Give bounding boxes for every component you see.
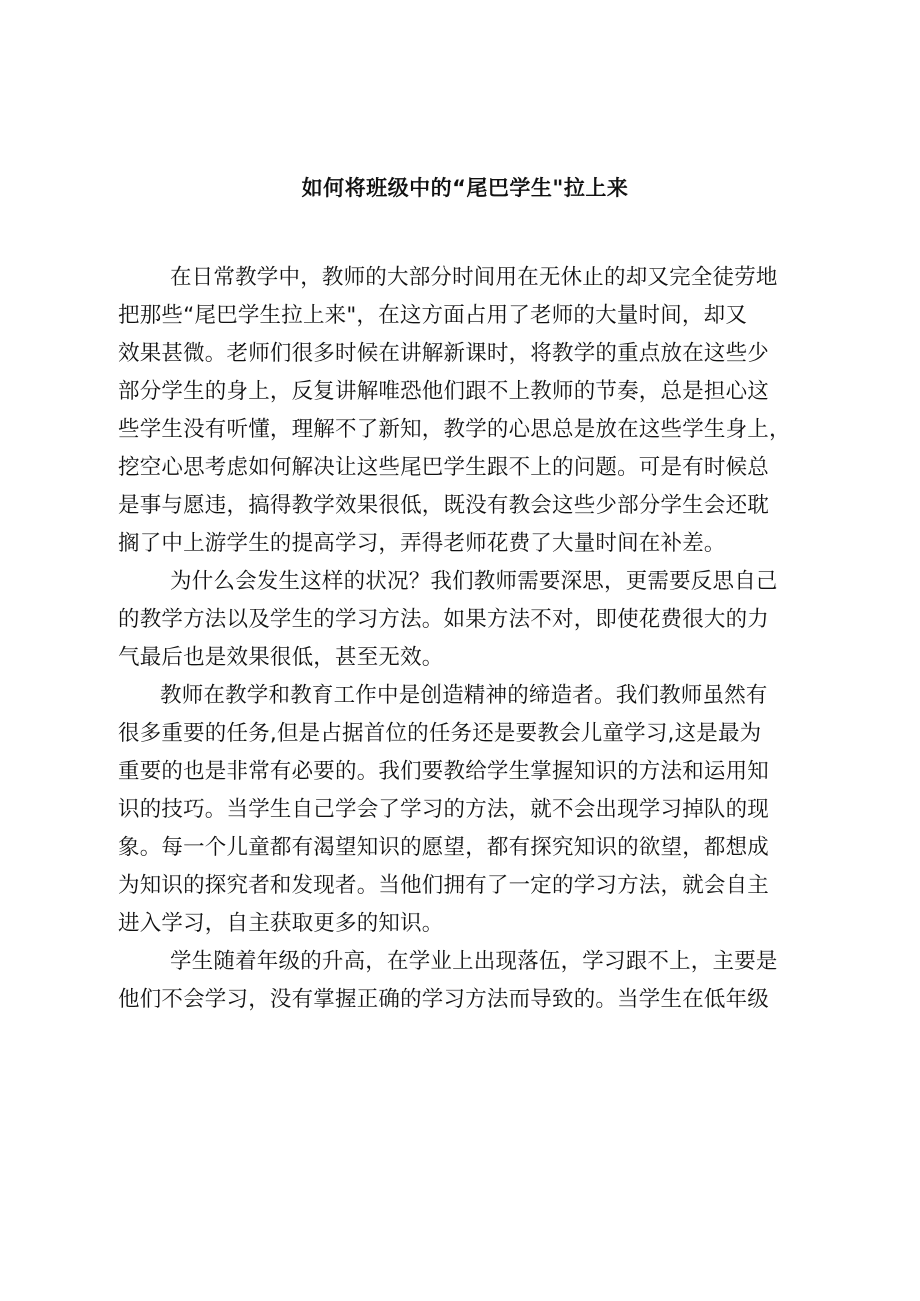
paragraph-4-line-1: 学生随着年级的升高，在学业上出现落伍，学习跟不上，主要是 [170, 949, 778, 974]
paragraph-3-line-2: 很多重要的任务,但是占据首位的任务还是要教会儿童学习,这是最为 [118, 721, 762, 746]
paragraph-3-line-6: 为知识的探究者和发现者。当他们拥有了一定的学习方法，就会自主 [118, 873, 770, 898]
paragraph-2-line-1: 为什么会发生这样的状况？我们教师需要深思，更需要反思自己 [170, 569, 778, 594]
paragraph-1-line-8: 搁了中上游学生的提高学习，弄得老师花费了大量时间在补差。 [118, 531, 726, 556]
paragraph-1-line-6: 挖空心思考虑如何解决让这些尾巴学生跟不上的问题。可是有时候总 [118, 455, 770, 480]
paragraph-3-line-7: 进入学习，自主获取更多的知识。 [118, 911, 444, 936]
paragraph-2-line-3: 气最后也是效果很低，甚至无效。 [118, 645, 444, 670]
paragraph-1-line-4: 部分学生的身上，反复讲解唯恐他们跟不上教师的节奏，总是担心这 [118, 379, 770, 404]
paragraph-1-line-7: 是事与愿违，搞得教学效果很低，既没有教会这些少部分学生会还耽 [118, 493, 770, 518]
paragraph-3-line-1: 教师在教学和教育工作中是创造精神的缔造者。我们教师虽然有 [160, 683, 768, 708]
paragraph-1-line-5: 些学生没有听懂，理解不了新知，教学的心思总是放在这些学生身上， [118, 417, 791, 442]
document-title: 如何将班级中的“尾巴学生"拉上来 [301, 176, 629, 200]
paragraph-1-line-2: 把那些“尾巴学生拉上来"，在这方面占用了老师的大量时间，却又 [118, 303, 748, 328]
paragraph-2-line-2: 的教学方法以及学生的学习方法。如果方法不对，即使花费很大的力 [118, 607, 770, 632]
paragraph-1-line-3: 效果甚微。老师们很多时候在讲解新课时，将教学的重点放在这些少 [118, 341, 770, 366]
paragraph-3-line-4: 识的技巧。当学生自己学会了学习的方法，就不会出现学习掉队的现 [118, 797, 770, 822]
paragraph-1-line-1: 在日常教学中，教师的大部分时间用在无休止的却又完全徒劳地 [170, 265, 778, 290]
paragraph-3-line-3: 重要的也是非常有必要的。我们要教给学生掌握知识的方法和运用知 [118, 759, 770, 784]
paragraph-3-line-5: 象。每一个儿童都有渴望知识的愿望，都有探究知识的欲望，都想成 [118, 835, 770, 860]
paragraph-4-line-2: 他们不会学习，没有掌握正确的学习方法而导致的。当学生在低年级 [118, 987, 770, 1012]
